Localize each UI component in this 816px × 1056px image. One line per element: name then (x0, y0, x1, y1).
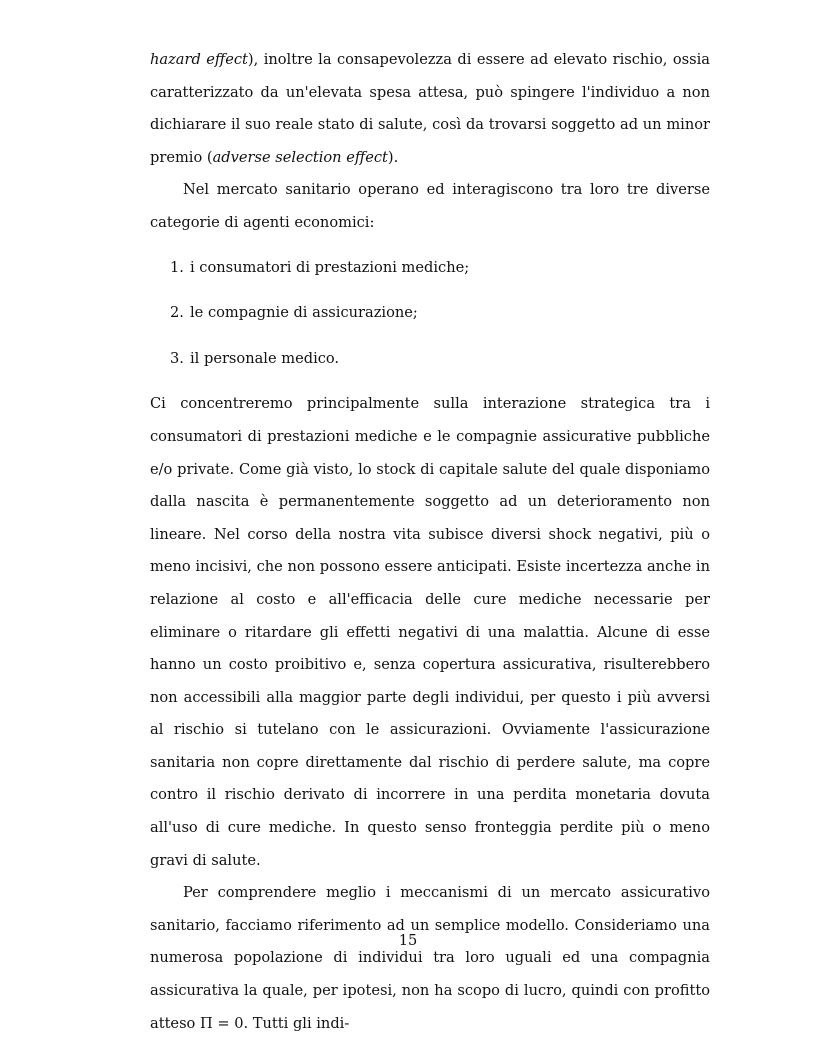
list-item (150, 252, 710, 285)
list-item-number: 3. (170, 349, 184, 367)
list-item (150, 297, 710, 330)
paragraph-1 (150, 44, 710, 174)
page-body (150, 44, 710, 1040)
agent-list (150, 252, 710, 376)
page-number: 15 (398, 932, 418, 949)
term-hazard-effect: hazard effect (150, 51, 248, 68)
paragraph-1-text-b: ). (387, 148, 399, 166)
paragraph-4: Per comprendere meglio i meccanismi di un mercato assicurativo sanitario, facciamo riferimento ad un semplice modello. Consideriamo una numerosa popolazione di individui tra loro uguali ed una compagnia assicurativa la quale, per ipotesi, non ha scopo di lucro, quindi con profitto atteso Π = 0. Tutti gli indi- (150, 884, 710, 1032)
list-item (150, 343, 710, 376)
list-item-text: le compagnie di assicurazione; (190, 304, 418, 322)
list-item-text: il personale medico. (190, 349, 340, 367)
paragraph-3: Ci concentreremo principalmente sulla interazione strategica tra i consumatori di prestazioni mediche e le compagnie assicurative pubbliche e/o private. Come già visto, lo stock di capitale salute del quale disponiamo dalla nascita è permanentemente soggetto ad un deterioramento non lineare. Nel corso della nostra vita subisce diversi shock negativi, più o meno incisivi, che non possono essere anticipati. Esiste incertezza anche in relazione al costo e all'efficacia delle cure mediche necessarie per eliminare o ritardare gli effetti negativi di una malattia. Alcune di esse hanno un costo proibitivo e, senza copertura assicurativa, risulterebbero non accessibili alla maggior parte degli individui, per questo i più avversi al rischio si tutelano con le assicurazioni. Ovviamente l'assicurazione sanitaria non copre direttamente dal rischio di perdere salute, ma copre contro il rischio derivato di incorrere in una perdita monetaria dovuta all'uso di cure mediche. In questo senso fronteggia perdite più o meno gravi di salute. (150, 395, 710, 869)
list-item-text: i consumatori di prestazioni mediche; (190, 258, 470, 276)
list-item-number: 1. (170, 258, 184, 276)
paragraph-1-text-a: ), inoltre la consapevolezza di essere ad elevato rischio, ossia caratterizzato da un'elevata spesa attesa, può spingere l'individuo a non dichiarare il suo reale stato di salute, così da trovarsi soggetto ad un minor premio ( (150, 51, 710, 166)
paragraph-2: Nel mercato sanitario operano ed interagiscono tra loro tre diverse categorie di agenti economici: (150, 181, 710, 231)
list-item-number: 2. (170, 304, 184, 322)
term-adverse-selection: adverse selection effect (212, 148, 388, 166)
